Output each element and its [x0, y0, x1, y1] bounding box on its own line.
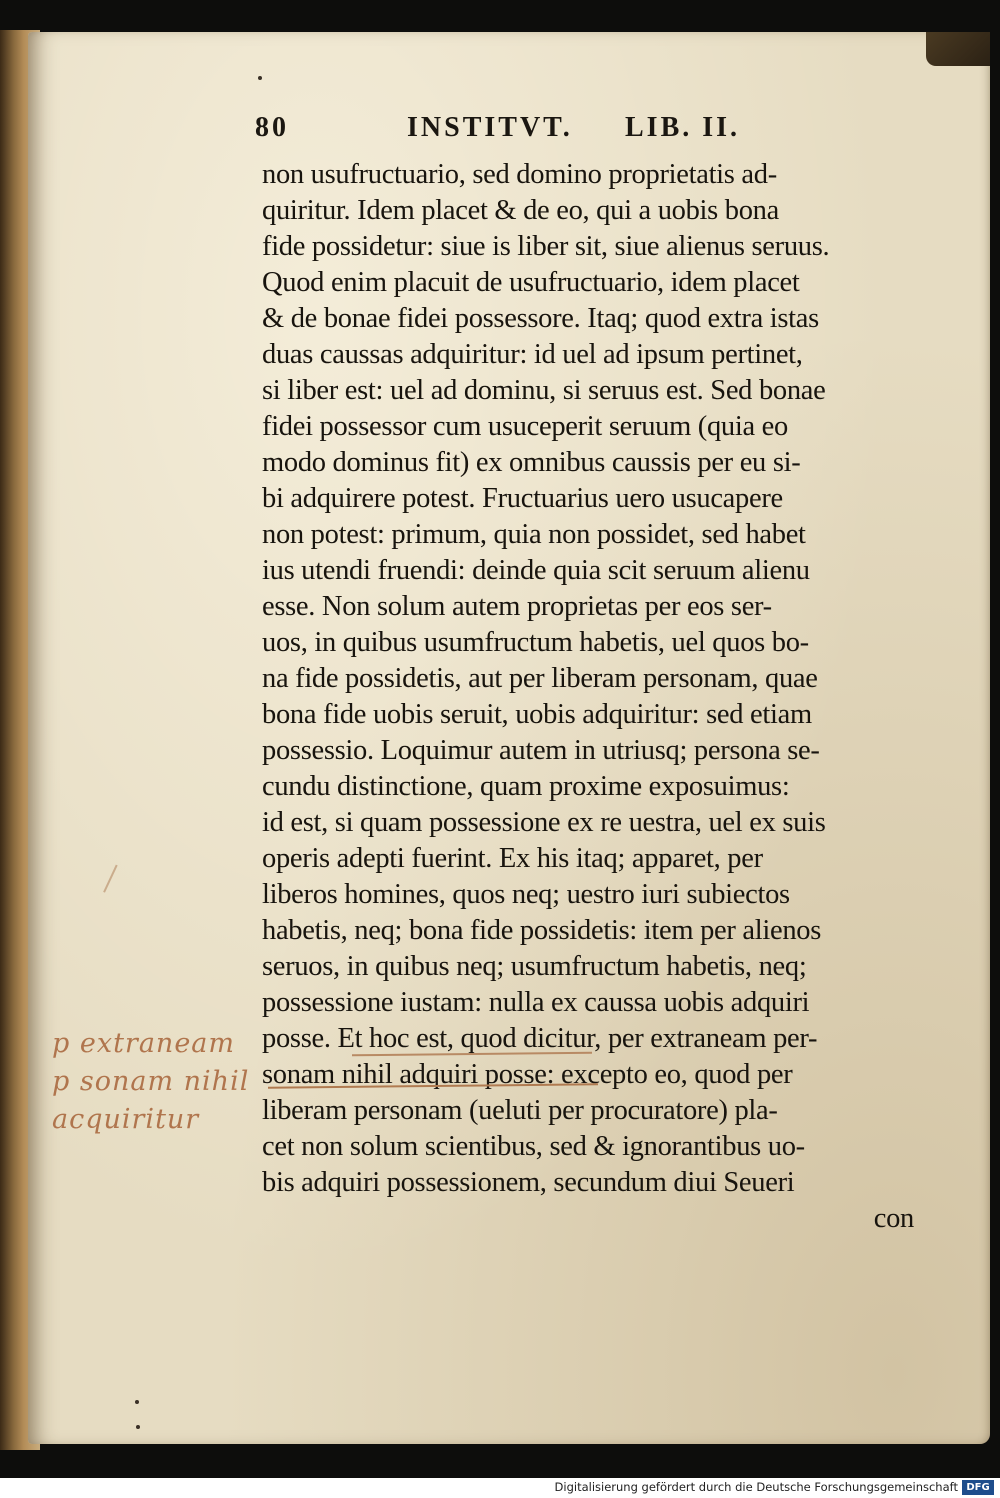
text-line: id est, si quam possessione ex re uestra, uel ex suis — [262, 807, 826, 838]
text-line: liberos homines, quos neq; uestro iuri subiectos — [262, 879, 790, 910]
text-line: posse. Et hoc est, quod dicitur, per extraneam per- — [262, 1023, 818, 1054]
handwritten-marginal-note — [52, 1025, 267, 1139]
running-head — [255, 112, 775, 152]
text-line: non usufructuario, sed domino proprietatis ad- — [262, 159, 777, 190]
text-line: na fide possidetis, aut per liberam personam, quae — [262, 663, 818, 694]
page-corner — [926, 32, 990, 66]
dfg-logo: DFG — [962, 1480, 994, 1495]
text-line: habetis, neq; bona fide possidetis: item per alienos — [262, 915, 822, 946]
text-line: uos, in quibus usumfructum habetis, uel quos bo- — [262, 627, 809, 658]
text-line: & de bonae fidei possessore. Itaq; quod extra istas — [262, 303, 819, 334]
text-line: si liber est: uel ad dominu, si seruus est. Sed bonae — [262, 375, 826, 406]
footer-bar — [0, 1478, 1000, 1498]
text-line: bis adquiri possessionem, secundum diui Seueri — [262, 1167, 795, 1198]
ink-speck — [135, 1400, 139, 1404]
text-line: fide possidetur: siue is liber sit, siue alienus seruus. — [262, 231, 830, 262]
funding-credit: Digitalisierung gefördert durch die Deutsche Forschungsgemeinschaft — [554, 1480, 958, 1494]
text-line: fidei possessor cum usuceperit seruum (quia eo — [262, 411, 788, 442]
running-title: INSTITVT. — [407, 112, 573, 143]
page-number: 80 — [255, 112, 289, 143]
text-line: duas caussas adquiritur: id uel ad ipsum pertinet, — [262, 339, 803, 370]
text-line: bona fide uobis seruit, uobis adquiritur: sed etiam — [262, 699, 812, 730]
text-line: seruos, in quibus neq; usumfructum habetis, neq; — [262, 951, 807, 982]
marginal-note-line: p extraneam — [52, 1028, 235, 1059]
ink-speck — [258, 76, 262, 80]
text-line: ius utendi fruendi: deinde quia scit seruum alienu — [262, 555, 810, 586]
body-text — [262, 157, 922, 1237]
text-line: Quod enim placuit de usufructuario, idem placet — [262, 267, 800, 298]
text-line: quiritur. Idem placet & de eo, qui a uobis bona — [262, 195, 779, 226]
text-line: modo dominus fit) ex omnibus caussis per eu si- — [262, 447, 801, 478]
running-book: LIB. II. — [625, 112, 741, 143]
text-line: esse. Non solum autem proprietas per eos ser- — [262, 591, 772, 622]
marginal-note-line: acquiritur — [52, 1104, 200, 1135]
marginal-note-line: p sonam nihil — [52, 1066, 250, 1097]
catchword: con — [873, 1203, 914, 1234]
ink-speck — [136, 1425, 140, 1429]
text-line: liberam personam (ueluti per procuratore) pla- — [262, 1095, 778, 1126]
text-line: non potest: primum, quia non possidet, sed habet — [262, 519, 806, 550]
text-line: possessio. Loquimur autem in utriusq; persona se- — [262, 735, 820, 766]
text-line: operis adepti fuerint. Ex his itaq; apparet, per — [262, 843, 763, 874]
text-line: possessione iustam: nulla ex caussa uobis adquiri — [262, 987, 810, 1018]
text-line: cundu distinctione, quam proxime exposuimus: — [262, 771, 790, 802]
text-line: bi adquirere potest. Fructuarius uero usucapere — [262, 483, 783, 514]
text-line: sonam nihil adquiri posse: excepto eo, quod per — [262, 1059, 793, 1090]
text-line: cet non solum scientibus, sed & ignorantibus uo- — [262, 1131, 805, 1162]
